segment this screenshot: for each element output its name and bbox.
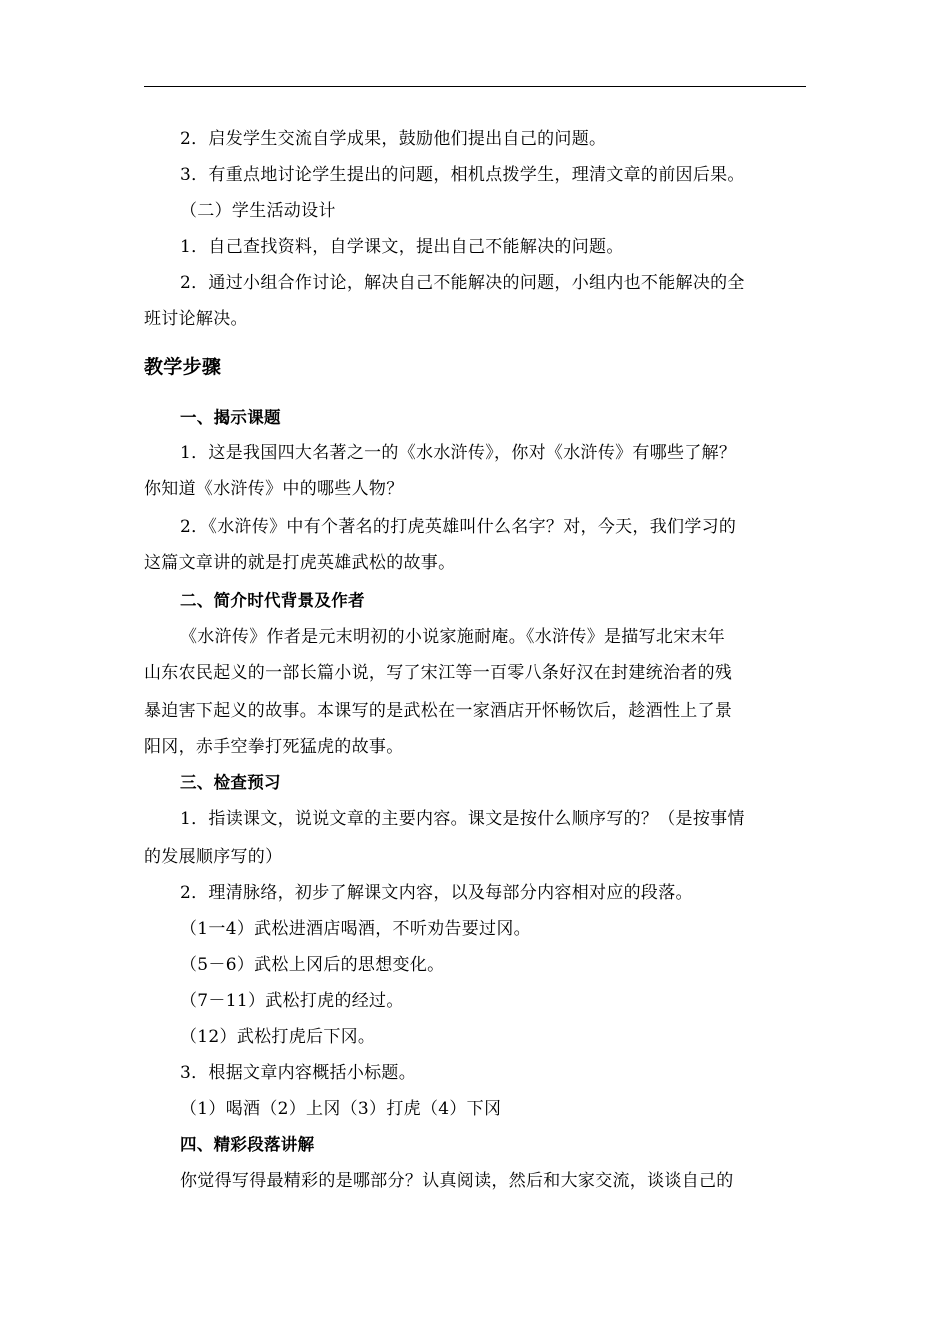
text-line: 的发展顺序写的） [144, 847, 283, 867]
text-line: 2．启发学生交流自学成果，鼓励他们提出自己的问题。 [180, 129, 607, 149]
text-line: 《水浒传》作者是元末明初的小说家施耐庵。《水浒传》是描写北宋末年 [180, 627, 726, 647]
subsection-heading: 三、检查预习 [180, 773, 281, 792]
text-line: 暴迫害下起义的故事。本课写的是武松在一家酒店开怀畅饮后，趁酒性上了景 [144, 701, 733, 721]
text-line: 1．这是我国四大名著之一的《水水浒传》，你对《水浒传》有哪些了解？ [180, 443, 737, 463]
section-heading: 教学步骤 [144, 356, 222, 378]
text-line: 1．自己查找资料，自学课文，提出自己不能解决的问题。 [180, 237, 624, 257]
text-line: 2．《水浒传》中有个著名的打虎英雄叫什么名字？对，今天，我们学习的 [180, 517, 737, 537]
subsection-heading: 二、简介时代背景及作者 [180, 591, 365, 610]
text-line: （7－11）武松打虎的经过。 [180, 991, 404, 1011]
text-line: 你知道《水浒传》中的哪些人物？ [144, 479, 404, 499]
text-line: 2．通过小组合作讨论，解决自己不能解决的问题，小组内也不能解决的全 [180, 273, 745, 293]
subsection-heading: 一、揭示课题 [180, 408, 281, 427]
text-line: 山东农民起义的一部长篇小说，写了宋江等一百零八条好汉在封建统治者的残 [144, 663, 733, 683]
text-line: 你觉得写得最精彩的是哪部分？认真阅读，然后和大家交流，谈谈自己的 [180, 1171, 734, 1191]
text-line: （5－6）武松上冈后的思想变化。 [180, 955, 445, 975]
text-line: （二）学生活动设计 [180, 201, 336, 221]
header-rule [144, 86, 806, 87]
text-line: （1）喝酒（2）上冈（3）打虎（4）下冈 [180, 1099, 502, 1119]
text-line: 1．指读课文，说说文章的主要内容。课文是按什么顺序写的？（是按事情 [180, 809, 745, 829]
text-line: 3．有重点地讨论学生提出的问题，相机点拨学生，理清文章的前因后果。 [180, 165, 745, 185]
text-line: 班讨论解决。 [144, 309, 248, 329]
text-line: 阳冈，赤手空拳打死猛虎的故事。 [144, 737, 404, 757]
text-line: 这篇文章讲的就是打虎英雄武松的故事。 [144, 553, 456, 573]
text-line: 2．理清脉络，初步了解课文内容，以及每部分内容相对应的段落。 [180, 883, 693, 903]
subsection-heading: 四、精彩段落讲解 [180, 1135, 315, 1154]
text-line: （12）武松打虎后下冈。 [180, 1027, 376, 1047]
text-line: 3．根据文章内容概括小标题。 [180, 1063, 417, 1083]
text-line: （1一4）武松进酒店喝酒，不听劝告要过冈。 [180, 919, 531, 939]
